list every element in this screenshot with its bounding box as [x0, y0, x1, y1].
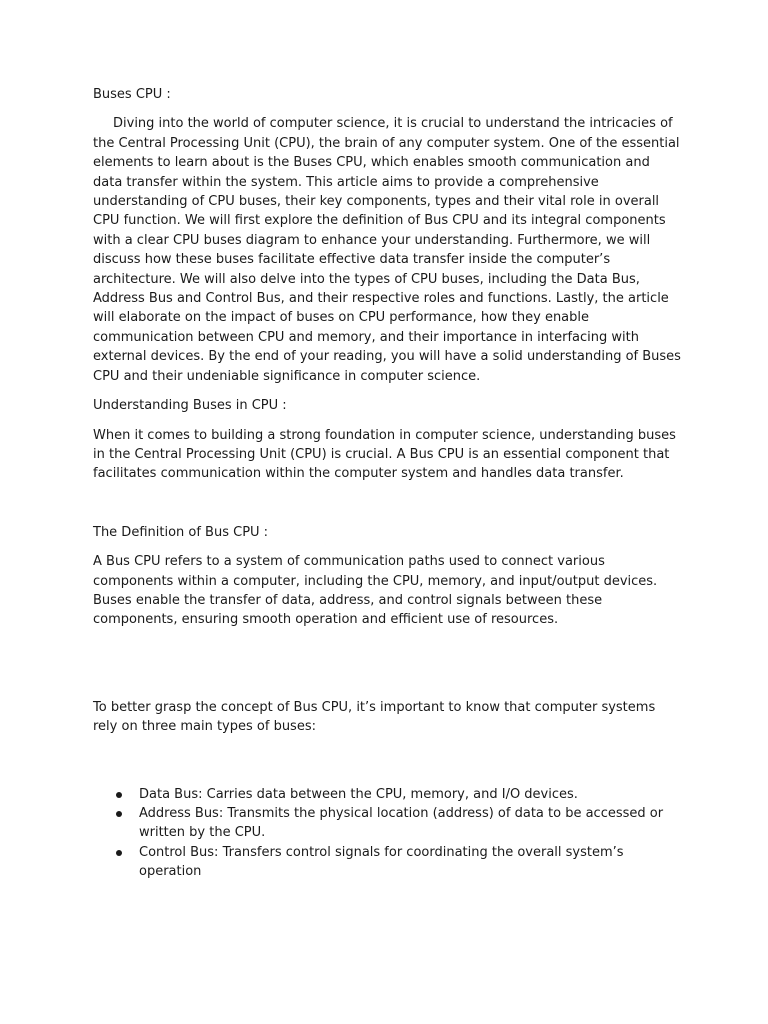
bus-types-list [93, 785, 683, 882]
section-heading-definition: The Definition of Bus CPU : [93, 524, 269, 540]
section-heading-understanding: Understanding Buses in CPU : [93, 398, 287, 414]
spacer [93, 747, 683, 785]
spacer [93, 494, 683, 523]
understanding-paragraph: When it comes to building a strong foundation in computer science, understanding buses in the Central Processing Unit (CPU) is crucial. A Bus CPU is an essential component that facilitates communication within the computer system and handles data transfer. [93, 427, 676, 482]
list-item [93, 785, 683, 804]
intro-paragraph: Diving into the world of computer science, it is crucial to understand the intricacies of the Central Processing Unit (CPU), the brain of any computer system. One of the essential elements to learn about is the Buses CPU, which enables smooth communication and data transfer within the system. This article aims to provide a comprehensive understanding of CPU buses, their key components, types and their vital role in overall CPU function. We will first explore the definition of Bus CPU and its integral components with a clear CPU buses diagram to enhance your understanding. Furthermore, we will discuss how these buses facilitate effective data transfer inside the computer’s architecture. We will also delve into the types of CPU buses, including the Data Bus, Address Bus and Control Bus, and their respective roles and functions. Lastly, the article will elaborate on the impact of buses on CPU performance, how they enable communication between CPU and memory, and their importance in interfacing with external devices. By the end of your reading, you will have a solid understanding of Buses CPU and their undeniable significance in computer science. [93, 116, 681, 384]
bullet-icon [116, 850, 122, 856]
bullet-icon [116, 811, 122, 817]
list-item-text: Address Bus: Transmits the physical location (address) of data to be accessed or written by the CPU. [139, 805, 664, 841]
list-item [93, 804, 683, 843]
list-item [93, 843, 683, 882]
list-item-text: Control Bus: Transfers control signals for coordinating the overall system’s operation [139, 844, 624, 880]
document-title: Buses CPU : [93, 87, 171, 102]
list-item-text: Data Bus: Carries data between the CPU, memory, and I/O devices. [139, 786, 578, 802]
document-page [93, 85, 683, 882]
spacer [93, 640, 683, 698]
bus-types-intro-paragraph: To better grasp the concept of Bus CPU, it’s important to know that computer systems rely on three main types of buses: [93, 699, 656, 735]
definition-paragraph: A Bus CPU refers to a system of communication paths used to connect various components within a computer, including the CPU, memory, and input/output devices. Buses enable the transfer of data, address, and control signals between these components, ensuring smooth operation and efficient use of resources. [93, 554, 658, 628]
bullet-icon [116, 792, 122, 798]
